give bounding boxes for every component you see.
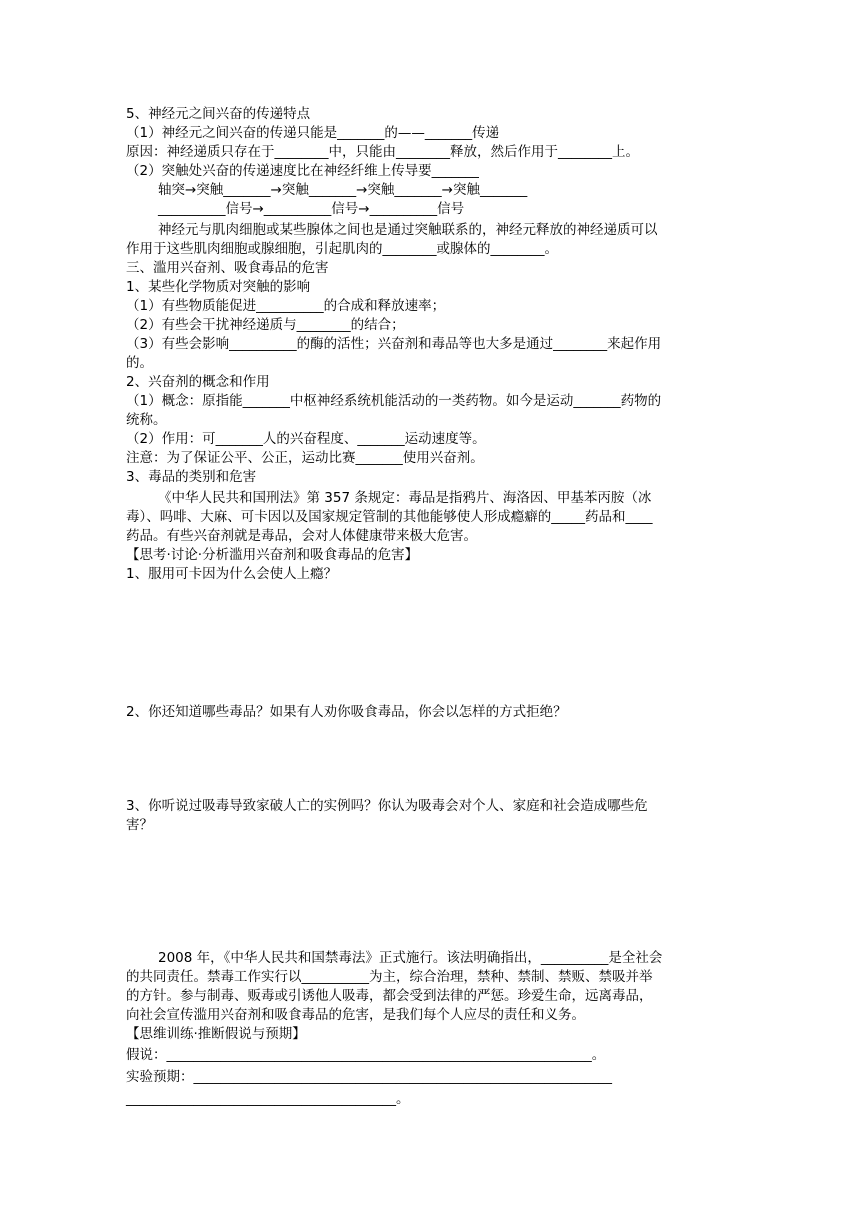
text-line: 药品。有些兴奋剂就是毒品，会对人体健康带来极大危害。 [126, 528, 477, 544]
section-3-heading: 三、滥用兴奋剂、吸食毒品的危害 [126, 260, 329, 276]
question-2: 2、你还知道哪些毒品？如果有人劝你吸食毒品，你会以怎样的方式拒绝？ [126, 704, 567, 720]
text-line: 原因：神经递质只存在于________中，只能由________释放，然后作用于________上。 [126, 144, 639, 160]
text-line: 《中华人民共和国刑法》第 357 条规定：毒品是指鸦片、海洛因、甲基苯丙胺（冰 [158, 490, 652, 506]
text-line: 作用于这些肌肉细胞或腺细胞，引起肌肉的________或腺体的________。 [126, 241, 558, 257]
text-line: 2008 年，《中华人民共和国禁毒法》正式施行。该法明确指出，__________是全社会 [158, 950, 663, 966]
text-line: （1）有些物质能促进__________的合成和释放速率； [126, 298, 446, 314]
question-1: 1、服用可卡因为什么会使人上瘾？ [126, 566, 338, 582]
prediction-line-cont: ________________________________________。 [126, 1091, 410, 1107]
text-line: 统称。 [126, 412, 167, 428]
training-heading: 【思维训练·推断假说与预期】 [126, 1026, 306, 1042]
text-line: （2）突触处兴奋的传递速度比在神经纤维上传导要_______ [126, 163, 479, 179]
text-line: 的。 [126, 355, 153, 371]
subsection-heading: 1、某些化学物质对突触的影响 [126, 279, 311, 295]
prediction-line: 实验预期：______________________________________________________________ [126, 1069, 612, 1085]
hypothesis-line: 假说：_______________________________________________________________。 [126, 1047, 606, 1063]
text-line: （1）神经元之间兴奋的传递只能是_______的——_______传递 [126, 125, 500, 141]
subsection-heading: 3、毒品的类别和危害 [126, 469, 257, 485]
text-line: 毒）、吗啡、大麻、可卡因以及国家规定管制的其他能够使人形成瘾癖的_____药品和____ [126, 509, 653, 525]
text-line: 的方针。参与制毒、贩毒或引诱他人吸毒，都会受到法律的严惩。珍爱生命，远离毒品， [126, 988, 653, 1004]
text-line: 注意：为了保证公平、公正，运动比赛_______使用兴奋剂。 [126, 450, 484, 466]
text-line: （1）概念：原指能_______中枢神经系统机能活动的一类药物。如今是运动_______药物的 [126, 393, 662, 409]
discussion-heading: 【思考·讨论·分析滥用兴奋剂和吸食毒品的危害】 [126, 547, 419, 563]
text-line: 神经元与肌肉细胞或某些腺体之间也是通过突触联系的，神经元释放的神经递质可以 [158, 222, 658, 238]
text-line: （2）有些会干扰神经递质与________的结合； [126, 317, 405, 333]
text-line: __________信号→__________信号→__________信号 [158, 201, 465, 217]
text-line: 的共同责任。禁毒工作实行以__________为主，综合治理，禁种、禁制、禁贩、禁吸并举 [126, 969, 653, 985]
question-3: 3、你听说过吸毒导致家破人亡的实例吗？你认为吸毒会对个人、家庭和社会造成哪些危 [126, 798, 648, 814]
text-line: （2）作用：可_______人的兴奋程度、_______运动速度等。 [126, 431, 486, 447]
section-5-heading: 5、神经元之间兴奋的传递特点 [126, 106, 311, 122]
text-line: （3）有些会影响__________的酶的活性；兴奋剂和毒品等也大多是通过________来起作用 [126, 336, 662, 352]
question-3-cont: 害？ [126, 817, 153, 833]
text-line: 轴突→突触_______→突触_______→突触_______→突触_______ [158, 182, 528, 198]
subsection-heading: 2、兴奋剂的概念和作用 [126, 374, 270, 390]
text-line: 向社会宣传滥用兴奋剂和吸食毒品的危害，是我们每个人应尽的责任和义务。 [126, 1007, 585, 1023]
